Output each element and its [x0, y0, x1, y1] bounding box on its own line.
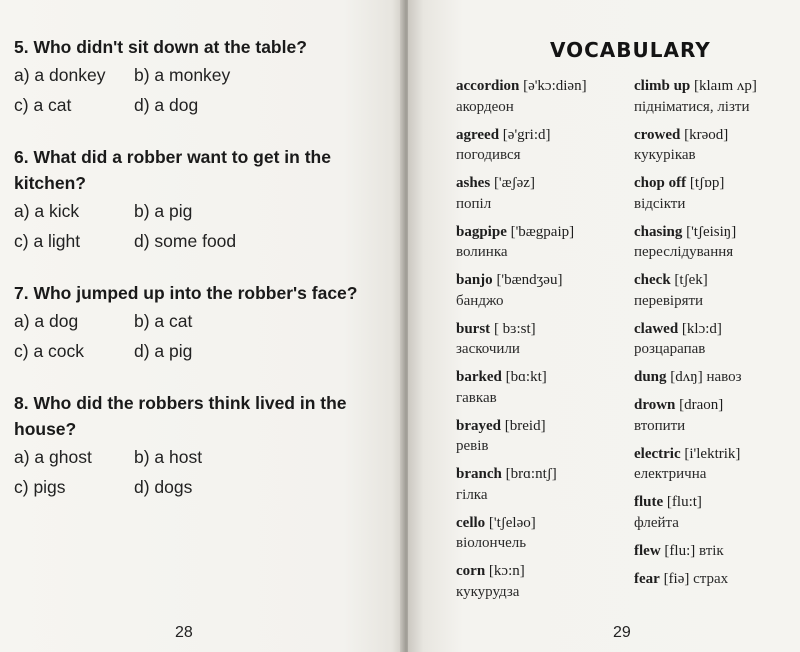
- vocab-transcription: [i'lektrik]: [684, 445, 741, 462]
- vocab-word: crowed: [634, 126, 681, 143]
- vocab-word: electric: [634, 445, 681, 462]
- question-7: [14, 280, 394, 362]
- vocabulary-entry: [456, 561, 634, 602]
- vocab-translation: попіл: [456, 195, 492, 212]
- vocab-transcription: [klɔ:d]: [681, 320, 722, 337]
- vocab-transcription: [kɔ:n]: [488, 563, 525, 579]
- vocab-translation: погодився: [456, 147, 521, 163]
- vocab-translation: переслідування: [634, 244, 734, 260]
- question-text: 7. Who jumped up into the robber's face?: [14, 283, 358, 303]
- vocab-translation: втопити: [634, 417, 686, 434]
- answer-options: [14, 200, 394, 252]
- vocab-translation: розцарапав: [634, 341, 706, 357]
- vocabulary-entry: [634, 76, 794, 117]
- vocabulary-entry: [634, 270, 794, 311]
- vocab-translation: підніматися, лізти: [634, 98, 750, 115]
- option-d: d) dogs: [134, 477, 193, 497]
- vocab-translation: гавкав: [456, 389, 497, 406]
- quiz-questions: [14, 34, 394, 526]
- answer-options: [14, 446, 394, 498]
- vocab-word: flew: [634, 542, 661, 559]
- question-text: 5. Who didn't sit down at the table?: [14, 37, 307, 57]
- vocabulary-entry: [634, 569, 794, 590]
- vocab-word: fear: [634, 570, 660, 587]
- vocab-translation: акордеон: [456, 98, 514, 115]
- option-b: b) a pig: [134, 201, 193, 221]
- vocab-translation: віолончель: [456, 535, 527, 551]
- vocabulary-entry: [456, 76, 634, 117]
- vocab-word: clawed: [634, 320, 679, 337]
- vocab-transcription: [draon]: [679, 397, 724, 413]
- vocab-transcription: [flu:]: [664, 542, 696, 559]
- vocab-transcription: ['bændʒəu]: [496, 272, 563, 288]
- vocab-word: agreed: [456, 126, 500, 143]
- option-c: c) a cock: [14, 341, 85, 361]
- vocab-translation: відсікти: [634, 195, 686, 212]
- vocab-transcription: [ə'gri:d]: [502, 126, 551, 143]
- vocab-translation: банджо: [456, 292, 504, 309]
- question-6: [14, 144, 394, 252]
- vocab-transcription: [breid]: [504, 417, 546, 434]
- vocabulary-column-1: [456, 76, 634, 610]
- vocab-transcription: [tʃek]: [674, 272, 708, 288]
- vocab-word: climb up: [634, 78, 691, 94]
- vocab-word: check: [634, 272, 671, 288]
- vocab-translation: навоз: [706, 369, 742, 385]
- vocab-transcription: [ bɜ:st]: [493, 320, 536, 337]
- vocab-translation: втік: [698, 542, 724, 559]
- question-text: 6. What did a robber want to get in the kitchen?: [14, 147, 331, 193]
- vocab-word: barked: [456, 369, 502, 385]
- vocabulary-entry: [456, 222, 634, 263]
- vocab-word: branch: [456, 466, 502, 482]
- vocabulary-entry: [634, 444, 794, 485]
- vocab-transcription: [krəod]: [684, 126, 729, 143]
- vocabulary-entry: [456, 367, 634, 408]
- option-a: a) a dog: [14, 311, 79, 331]
- vocab-translation: гілка: [456, 486, 488, 503]
- vocabulary-entry: [456, 173, 634, 214]
- vocab-word: bagpipe: [456, 223, 507, 240]
- vocab-translation: кукурікав: [634, 147, 696, 163]
- vocab-word: chasing: [634, 223, 683, 240]
- question-text: 8. Who did the robbers think lived in the house?: [14, 393, 347, 439]
- vocab-transcription: ['tʃeisiŋ]: [686, 223, 737, 240]
- vocab-word: chop off: [634, 175, 687, 191]
- vocab-translation: ревів: [456, 438, 489, 454]
- vocabulary-entry: [456, 125, 634, 166]
- vocab-transcription: [fiə]: [663, 570, 690, 587]
- vocab-word: accordion: [456, 78, 520, 94]
- vocab-transcription: [flu:t]: [666, 494, 702, 510]
- vocab-transcription: ['æʃəz]: [493, 175, 535, 191]
- vocab-word: flute: [634, 494, 664, 510]
- vocab-word: banjo: [456, 272, 493, 288]
- vocabulary-entry: [634, 125, 794, 166]
- vocab-translation: страх: [693, 570, 729, 587]
- vocabulary-list: [456, 76, 796, 610]
- vocab-translation: електрична: [634, 466, 707, 482]
- option-c: c) a cat: [14, 95, 72, 115]
- option-d: d) a dog: [134, 95, 199, 115]
- option-d: d) a pig: [134, 341, 193, 361]
- vocabulary-entry: [456, 416, 634, 457]
- vocab-transcription: [brɑ:ntʃ]: [505, 466, 557, 482]
- answer-options: [14, 64, 394, 116]
- option-d: d) some food: [134, 231, 237, 251]
- vocab-transcription: [ə'kɔ:diən]: [523, 78, 587, 94]
- vocab-translation: кукурудза: [456, 583, 520, 600]
- option-b: b) a monkey: [134, 65, 231, 85]
- vocabulary-entry: [456, 464, 634, 505]
- vocabulary-entry: [456, 513, 634, 554]
- option-a: a) a ghost: [14, 447, 92, 467]
- vocab-transcription: ['bægpaip]: [510, 223, 575, 240]
- page-number-left: 28: [175, 624, 193, 641]
- option-a: a) a donkey: [14, 65, 106, 85]
- vocabulary-column-2: [634, 76, 794, 610]
- vocab-translation: перевіряти: [634, 292, 704, 309]
- right-page: [408, 0, 800, 652]
- vocabulary-entry: [456, 319, 634, 360]
- vocab-word: cello: [456, 514, 486, 531]
- vocab-transcription: [tʃɒp]: [689, 175, 725, 191]
- option-a: a) a kick: [14, 201, 80, 221]
- question-8: [14, 390, 394, 498]
- vocabulary-entry: [634, 492, 794, 533]
- vocabulary-entry: [634, 319, 794, 360]
- vocab-translation: заскочили: [456, 341, 520, 357]
- page-number-right: 29: [613, 624, 631, 641]
- vocabulary-entry: [634, 173, 794, 214]
- answer-options: [14, 310, 394, 362]
- vocabulary-entry: [456, 270, 634, 311]
- vocabulary-entry: [634, 222, 794, 263]
- vocab-transcription: [bɑ:kt]: [505, 369, 547, 385]
- vocabulary-entry: [634, 541, 794, 562]
- vocabulary-entry: [634, 367, 794, 388]
- option-c: c) pigs: [14, 477, 66, 497]
- vocabulary-title: VOCABULARY: [550, 38, 711, 62]
- vocab-word: ashes: [456, 175, 491, 191]
- vocab-translation: флейта: [634, 514, 679, 531]
- vocab-transcription: [dʌŋ]: [670, 369, 703, 385]
- option-c: c) a light: [14, 231, 81, 251]
- vocab-translation: волинка: [456, 244, 508, 260]
- vocab-word: dung: [634, 369, 667, 385]
- vocab-word: corn: [456, 563, 486, 579]
- vocab-word: burst: [456, 320, 491, 337]
- option-b: b) a host: [134, 447, 203, 467]
- vocab-transcription: ['tʃeləo]: [488, 514, 536, 531]
- vocab-transcription: [klaım ʌp]: [694, 78, 757, 94]
- question-5: [14, 34, 394, 116]
- vocab-word: brayed: [456, 417, 501, 434]
- option-b: b) a cat: [134, 311, 193, 331]
- vocabulary-entry: [634, 395, 794, 436]
- vocab-word: drown: [634, 397, 676, 413]
